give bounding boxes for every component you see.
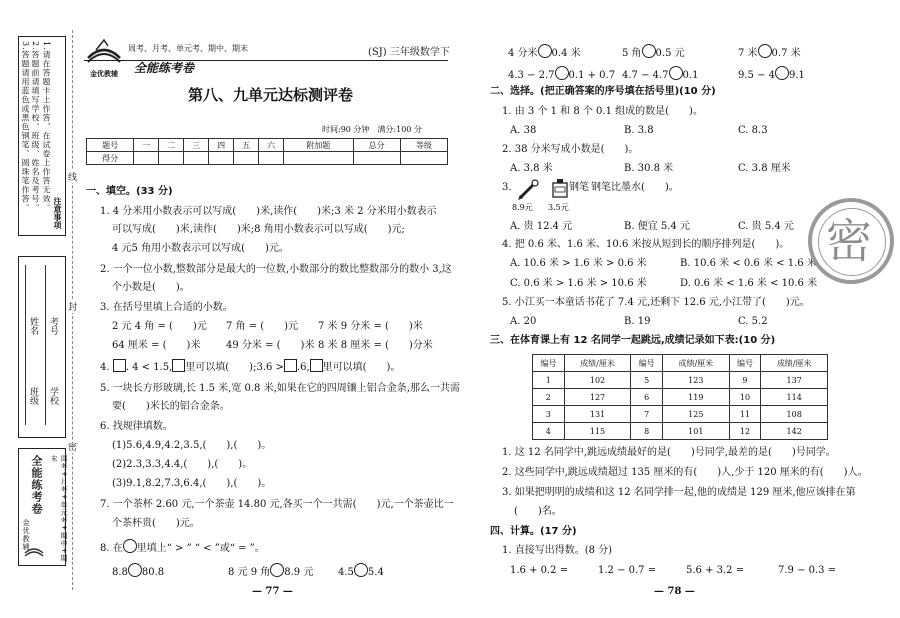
- score-header-cell: 四: [209, 139, 234, 152]
- field-id: 考号: [48, 317, 58, 335]
- score-header-cell: 六: [259, 139, 284, 152]
- score-input-cell[interactable]: [353, 152, 400, 165]
- confidential-stamp: [808, 198, 894, 284]
- calc-item-2: 1.2 − 0.7 =: [598, 565, 657, 576]
- q8-title: 8. 在 里填上“ > ” “ < ”或“ = ”。: [100, 539, 265, 555]
- c1-opt-b: B. 3.8: [624, 125, 654, 136]
- q3-title: 3. 在括号里填上合适的小数。: [100, 302, 233, 313]
- q5-line-1: 5. 一块长方形玻璃,长 1.5 米,宽 0.8 米,如果在它的四周镶上铝合金条,那么一共需: [100, 383, 460, 394]
- score-header-cell: 五: [234, 139, 259, 152]
- cmp-r2-c: 9.5 − 4 9.1: [738, 66, 805, 82]
- record-header-cell: 成绩/厘米: [761, 355, 828, 372]
- c4-question: 4. 把 0.6 米、1.6 米、10.6 米按从短到长的顺序排列是( )。: [502, 239, 790, 250]
- score-header-cell: 总分: [353, 139, 400, 152]
- c3-pen-price: 8.9元: [512, 203, 533, 212]
- cmp-r2-a: 4.3 − 2.7 0.1 + 0.7: [508, 66, 615, 82]
- q5-line-2: 要( )米长的铝合金条。: [112, 401, 230, 412]
- cut-label-line: 线: [68, 170, 77, 183]
- score-input-cell[interactable]: [400, 152, 447, 165]
- q3-r2-c: 8 米 8 厘米 = ( )分米: [318, 340, 433, 351]
- cmp-r1-c: 7 米 0.7 米: [738, 44, 801, 60]
- record-cell: 114: [761, 389, 828, 406]
- compare-circle-icon[interactable]: [775, 66, 789, 80]
- c5-opt-c: C. 5.2: [738, 316, 768, 327]
- brand-side-small: 周考+月考+单元考+期中+期末: [50, 455, 68, 563]
- c2-question: 2. 38 分米写成小数是( )。: [502, 144, 639, 155]
- c3-opt-c: C. 贵 5.4 元: [738, 221, 794, 232]
- brand-name: 全能练考卷: [134, 61, 195, 75]
- record-header-cell: 编号: [729, 355, 761, 372]
- pen-icon: [516, 178, 540, 202]
- record-cell: 127: [564, 389, 631, 406]
- r1-question: 1. 这 12 名同学中,跳远成绩最好的是( )号同学,最差的是( )号同学。: [502, 447, 836, 458]
- compare-circle-icon[interactable]: [758, 44, 772, 58]
- q7-line-1: 7. 一个茶杯 2.60 元,一个茶壶 14.80 元,各买一个一共需( )元,一个茶壶比一: [100, 499, 454, 510]
- r2-question: 2. 这些同学中,跳远成绩超过 135 厘米的有( )人,少于 120 厘米的有( )人。: [502, 467, 868, 478]
- record-cell: 6: [631, 389, 663, 406]
- score-input-cell[interactable]: [159, 152, 184, 165]
- book-logo-icon: [23, 537, 45, 559]
- c5-question: 5. 小江买一本童话书花了 7.4 元,还剩下 12.6 元,小江带了( )元。: [502, 297, 810, 308]
- score-row-label: 得分: [87, 152, 134, 165]
- blank-box-icon[interactable]: [284, 359, 297, 372]
- q2-line-2: 个小数是( )。: [112, 282, 190, 293]
- record-cell: 115: [564, 423, 631, 440]
- compare-circle-icon[interactable]: [128, 563, 142, 577]
- brand-side-logo: 金优教辅: [22, 519, 30, 551]
- time-score: 时间:90 分钟 满分:100 分: [322, 125, 422, 134]
- section-2-title: 二、选择。(把正确答案的序号填在括号里)(10 分): [490, 86, 716, 97]
- c5-opt-b: B. 19: [624, 316, 651, 327]
- c3-ink-price: 3.5元: [548, 203, 569, 212]
- record-cell: 4: [533, 423, 565, 440]
- table-row: [533, 389, 828, 406]
- record-cell: 101: [663, 423, 730, 440]
- compare-circle-icon[interactable]: [642, 44, 656, 58]
- c1-opt-a: A. 38: [510, 125, 537, 136]
- q6-item-2: (2)2.3,3.3,4.4,( ),( )。: [112, 459, 253, 470]
- record-cell: 7: [631, 406, 663, 423]
- record-cell: 123: [663, 372, 730, 389]
- record-cell: 137: [761, 372, 828, 389]
- calc-item-4: 7.9 − 0.3 =: [778, 565, 837, 576]
- record-cell: 3: [533, 406, 565, 423]
- header-rule: [84, 60, 448, 61]
- notice-item-1: 1.请在答题卡上作答，在试卷上作答无效。: [42, 41, 51, 213]
- record-cell: 131: [564, 406, 631, 423]
- calc-item-3: 5.6 + 3.2 =: [686, 565, 745, 576]
- record-header-cell: 成绩/厘米: [564, 355, 631, 372]
- score-header-cell: 三: [184, 139, 209, 152]
- right-page-number: — 78 —: [654, 586, 695, 597]
- record-cell: 5: [631, 372, 663, 389]
- section-4-title: 四、计算。(17 分): [490, 526, 577, 537]
- score-header-cell: 等级: [400, 139, 447, 152]
- c2-opt-a: A. 3.8 米: [510, 163, 553, 174]
- record-table: [532, 354, 828, 440]
- compare-circle-icon: [123, 539, 137, 553]
- compare-circle-icon[interactable]: [669, 66, 683, 80]
- c3-opt-b: B. 便宜 5.4 元: [624, 221, 690, 232]
- c4-opt-a: A. 10.6 米 > 1.6 米 > 0.6 米: [510, 258, 647, 269]
- score-header-cell: 附加题: [284, 139, 353, 152]
- left-page-number: — 77 —: [252, 586, 293, 597]
- q3-r1-b: 7 角 = ( )元: [226, 321, 299, 332]
- table-row: [533, 372, 828, 389]
- brand-side-big: 全能练考卷: [30, 455, 43, 515]
- cmp-r2-b: 4.7 − 4.7 0.1: [622, 66, 698, 82]
- blank-box-icon[interactable]: [113, 359, 126, 372]
- q7-line-2: 个茶杯贵( )元。: [112, 518, 200, 529]
- record-cell: 12: [729, 423, 761, 440]
- notice-label: 注意事项: [53, 197, 62, 229]
- cmp-r1-a: 4 分米 0.4 米: [508, 44, 581, 60]
- student-info-box: [18, 256, 66, 438]
- grade-label: (SJ) 三年级数学下: [368, 47, 450, 58]
- score-input-cell[interactable]: [134, 152, 159, 165]
- q1-line-3: 4 元5 角用小数表示可以写成( )元。: [112, 243, 289, 254]
- stamp-text: 密: [826, 214, 872, 268]
- c1-question: 1. 由 3 个 1 和 8 个 0.1 组成的数是( )。: [502, 106, 703, 117]
- c3-number: 3.: [502, 182, 512, 193]
- table-row: [533, 423, 828, 440]
- calc-title: 1. 直接写出得数。(8 分): [502, 545, 613, 556]
- cmp-r1-b: 5 角 0.5 元: [622, 44, 685, 60]
- record-header-cell: 成绩/厘米: [663, 355, 730, 372]
- c4-opt-b: B. 10.6 米 < 0.6 米 < 1.6 米: [680, 258, 817, 269]
- c2-opt-c: C. 3.8 厘米: [738, 163, 791, 174]
- q6-item-3: (3)9.1,8.2,7.3,6.4,( ),( )。: [112, 478, 272, 489]
- compare-circle-icon[interactable]: [555, 66, 569, 80]
- notice-box: [18, 36, 66, 236]
- c4-opt-d: D. 0.6 米 < 1.6 米 < 10.6 米: [680, 278, 818, 289]
- c2-opt-b: B. 30.8 米: [624, 163, 674, 174]
- page-title: 第八、九单元达标测评卷: [188, 86, 354, 104]
- c3-question: 钢笔比墨水( )。: [591, 182, 679, 193]
- record-cell: 125: [663, 406, 730, 423]
- c3-opt-a: A. 贵 12.4 元: [510, 221, 573, 232]
- score-input-cell[interactable]: [259, 152, 284, 165]
- r3-line-2: ( )名。: [514, 506, 562, 517]
- record-cell: 10: [729, 389, 761, 406]
- q3-r1-c: 7 米 9 分米 = ( )米: [318, 321, 423, 332]
- c5-opt-a: A. 20: [510, 316, 537, 327]
- ink-bottle-icon: [552, 178, 568, 198]
- record-cell: 11: [729, 406, 761, 423]
- blank-box-icon[interactable]: [172, 359, 185, 372]
- score-header-cell: 一: [134, 139, 159, 152]
- c4-opt-c: C. 0.6 米 > 1.6 米 > 10.6 米: [510, 278, 647, 289]
- q3-r2-b: 49 分米 = ( )米: [226, 340, 315, 351]
- c3-ink-label: 钢笔: [569, 182, 589, 193]
- record-cell: 2: [533, 389, 565, 406]
- record-cell: 119: [663, 389, 730, 406]
- cut-label-seal: 封: [68, 300, 77, 313]
- q4-line: 4. . 4 < 1.5, 里可以填( );3.6 > .6, 里可以填( )。: [100, 359, 400, 374]
- q3-r2-a: 64 厘米 = ( )米: [112, 340, 201, 351]
- score-header-cell: 二: [159, 139, 184, 152]
- brand-side-box: [18, 448, 66, 566]
- record-header-cell: 编号: [533, 355, 565, 372]
- notice-item-3: 3.答题请用蓝色或黑色钢笔、圆珠笔作答。: [21, 41, 30, 213]
- field-name: 姓名: [28, 317, 38, 335]
- field-class: 班级: [28, 387, 38, 405]
- c1-opt-c: C. 8.3: [738, 125, 768, 136]
- score-input-cell[interactable]: [184, 152, 209, 165]
- q8-r1-c: 4.5 5.4: [338, 563, 384, 579]
- compare-circle-icon[interactable]: [538, 44, 552, 58]
- record-cell: 9: [729, 372, 761, 389]
- record-cell: 108: [761, 406, 828, 423]
- q8-r1-b: 8 元 9 角 8.9 元: [228, 563, 313, 579]
- record-cell: 142: [761, 423, 828, 440]
- q8-r1-a: 8.8 80.8: [112, 563, 164, 579]
- q6-title: 6. 找规律填数。: [100, 421, 173, 432]
- score-table: [86, 138, 448, 165]
- calc-item-1: 1.6 + 0.2 =: [510, 565, 569, 576]
- score-input-cell[interactable]: [284, 152, 353, 165]
- q1-line-1: 1. 4 分米用小数表示可以写成( )米,读作( )米;3 米 2 分米用小数表示: [100, 206, 437, 217]
- compare-circle-icon[interactable]: [270, 563, 284, 577]
- score-input-cell[interactable]: [234, 152, 259, 165]
- table-row: [533, 406, 828, 423]
- compare-circle-icon[interactable]: [354, 563, 368, 577]
- section-3-title: 三、在体育课上有 12 名同学一起跳远,成绩记录如下表:(10 分): [490, 335, 776, 346]
- blank-box-icon[interactable]: [310, 359, 323, 372]
- section-1-title: 一、填空。(33 分): [86, 186, 173, 197]
- record-cell: 102: [564, 372, 631, 389]
- brand-book-icon: [86, 36, 122, 66]
- notice-item-2: 2.答题前请填写学校、班级、姓名及考号。: [31, 41, 40, 213]
- q6-item-1: (1)5.6,4.9,4.2,3.5,( ),( )。: [112, 440, 272, 451]
- score-input-cell[interactable]: [209, 152, 234, 165]
- record-cell: 1: [533, 372, 565, 389]
- cut-label-secret: 密: [68, 440, 77, 453]
- field-school: 学校: [48, 387, 58, 405]
- q2-line-1: 2. 一个一位小数,整数部分是最大的一位数,小数部分的数比整数部分的数小 3,这: [100, 264, 452, 275]
- record-header-cell: 编号: [631, 355, 663, 372]
- q1-line-2: 可以写成( )米,读作( )米;8 角用小数表示可以写成( )元;: [112, 224, 405, 235]
- brand-logo-text: 金优教辅: [90, 69, 118, 78]
- brand-tagline: 周考、月考、单元考、期中、期末: [128, 44, 248, 53]
- record-cell: 8: [631, 423, 663, 440]
- r3-line-1: 3. 如果把明明的成绩和这 12 名同学排一起,他的成绩是 129 厘米,他应该排在第: [502, 487, 856, 498]
- q3-r1-a: 2 元 4 角 = ( )元: [112, 321, 207, 332]
- score-header-cell: 题号: [87, 139, 134, 152]
